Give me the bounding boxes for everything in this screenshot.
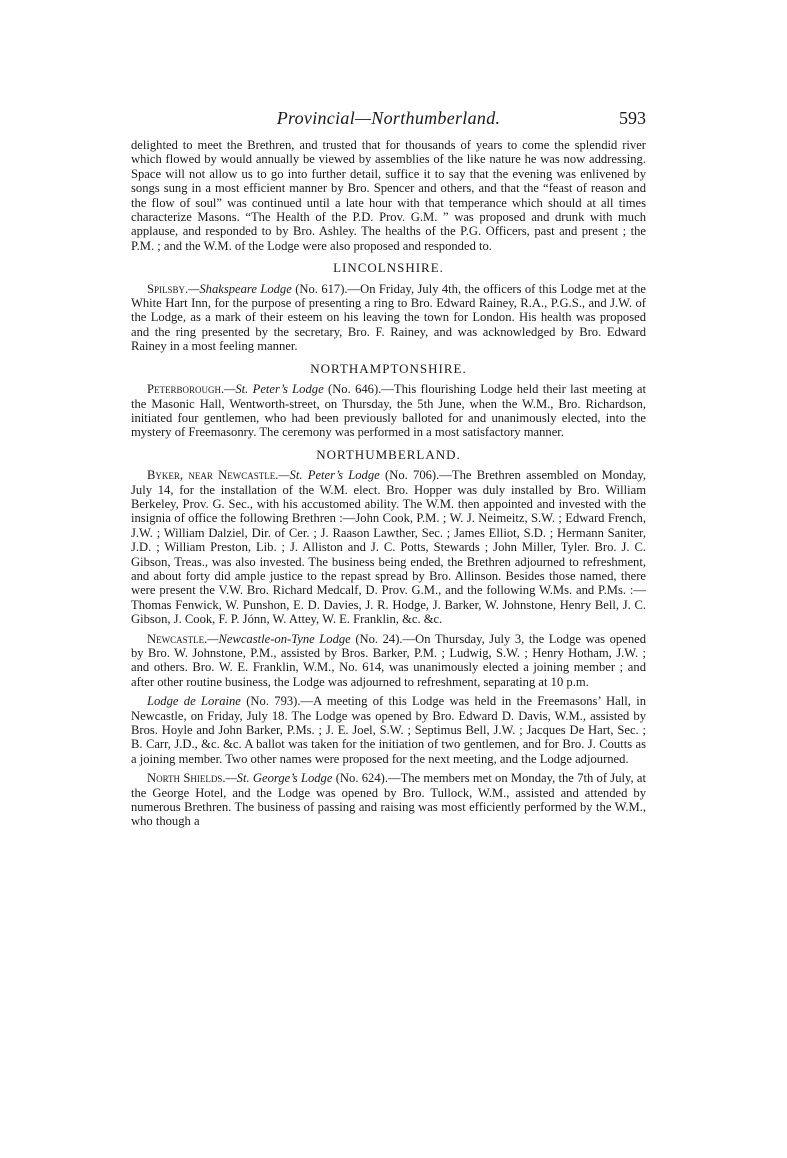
page-header [131,108,646,138]
page-number: 593 [619,108,646,128]
report-text: (No. 646).—This flourishing Lodge held their last meeting at the Masonic Hall, Wentworth-street, on Thursday, the 5th June, when the W.M., Bro. Richardson, initiated four gentlemen, who had been previously balloted for and unanimously elected, into the mystery of Freemasonry. The ceremony was performed in a most satisfactory manner. [131,382,646,440]
lodge-name: —Shakspeare Lodge [188,281,292,296]
place-name: Peterborough. [147,382,225,397]
report-spilsby [131,282,646,354]
section-heading-lincolnshire: LINCOLNSHIRE. [333,260,444,276]
report-byker [131,468,646,626]
report-lodge-de-loraine [131,694,646,766]
lodge-name: —St. George’s Lodge [225,771,333,786]
report-text: (No. 617).—On Friday, July 4th, the officers of this Lodge met at the White Hart Inn, for the purpose of presenting a ring to Bro. Edward Rainey, R.A., P.G.S., and J.W. of the Lodge, as a mark of their esteem on his leaving the town for London. His health was proposed and the ring presented by the secretary, Bro. F. Rainey, and was acknowledged by Bro. Edward Rainey in a most feeling manner. [131,281,646,354]
lodge-name: —Newcastle-on-Tyne Lodge [207,631,351,646]
section-heading-northumberland: NORTHUMBERLAND. [316,446,461,462]
report-text: (No. 24).—On Thursday, July 3, the Lodge was opened by Bro. W. Johnstone, P.M., assisted by Bros. Barker, P.M. ; Ludwig, S.W. ; Henry Hotham, J.W. ; and others. Bro. W. E. Franklin, W.M., No. 614, was unanimously elected a joining member ; and after other routine business, the Lodge was adjourned to refreshment, separating at 10 p.m. [131,631,647,689]
lodge-name: —St. Peter’s Lodge [224,382,324,397]
report-text: (No. 706).—The Brethren assembled on Monday, July 14, for the installation of the W.M. elect. Bro. Hopper was duly installed by Bro. William Berkeley, Prov. G. Sec., with his accustomed ability. The W.M. then appointed and invested with the insignia of office the following Brethren :—John Cook, P.M. ; W. J. Neimeitz, S.W. ; Edward French, J.W. ; William Dalziel, Dir. of Cer. ; J. Raason Lawther, Sec. ; James Elliot, S.D. ; Hermann Saniter, J.D. ; William Preston, Lib. ; J. Alliston and J. C. Potts, Stewards ; John Miller, Tyler. Bro. J. C. Gibson, Treas., was also invested. The business being ended, the Brethren adjourned to refreshment, and about forty did ample justice to the repast spread by Bro. Allinson. Besides those named, there were present the V.W. Bro. Richard Medcalf, D. Prov. G.M., and the following W.Ms. and P.Ms. :—Thomas Fenwick, W. Punshon, E. D. Davies, J. R. Hodge, J. Barker, W. Johnstone, Henry Bell, J. C. Gibson, J. Cook, F. P. Jónn, W. Attey, W. E. Franklin, &c. &c. [131,468,646,627]
report-north-shields [131,771,646,829]
opening-paragraph: delighted to meet the Brethren, and trusted that for thousands of years to come the splendid river which flowed by would annually be viewed by assemblies of the like nature he was now addressing. Space will not allow us to go into further detail, suffice it to say that the evening was enlivened by songs sung in a most efficient manner by Bro. Spencer and others, and that the “feast of reason and the flow of soul” was continued until a late hour with that temperance which should at all times characterize Masons. “The Health of the P.D. Prov. G.M. ” was proposed and drunk with much applause, and responded to by Bro. Ashley. The healths of the P.G. Officers, past and present ; the P.M. ; and the W.M. of the Lodge were also proposed and responded to. [131,138,646,253]
article-body [131,138,646,829]
section-heading-northamptonshire: NORTHAMPTONSHIRE. [310,360,467,376]
lodge-name: Lodge de Loraine [147,694,241,709]
report-text: (No. 624).—The members met on Monday, the 7th of July, at the George Hotel, and the Lodge was opened by Bro. Tullock, W.M., assisted and attended by numerous Brethren. The business of passing and raising was most efficiently performed by the W.M., who though a [131,771,646,829]
place-name: Byker, near Newcastle. [147,468,279,483]
lodge-name: —St. Peter’s Lodge [278,468,380,483]
place-name: Spilsby. [147,281,189,296]
report-newcastle [131,632,646,690]
place-name: Newcastle. [147,631,208,646]
running-title: Provincial—Northumberland. [276,108,501,128]
report-peterborough [131,382,646,440]
place-name: North Shields. [147,771,226,786]
report-text: (No. 793).—A meeting of this Lodge was held in the Freemasons’ Hall, in Newcastle, on Friday, July 18. The Lodge was opened by Bro. Edward D. Davis, W.M., assisted by Bros. Hoyle and John Barker, P.Ms. ; J. E. Joel, S.W. ; Septimus Bell, J.W. ; Jacques De Hart, Sec. ; B. Carr, J.D., &c. &c. A ballot was taken for the initiation of two gentlemen, and for Bro. J. Coutts as a joining member. Two other names were proposed for the next meeting, and the Lodge adjourned. [131,694,646,766]
document-page [131,108,646,829]
